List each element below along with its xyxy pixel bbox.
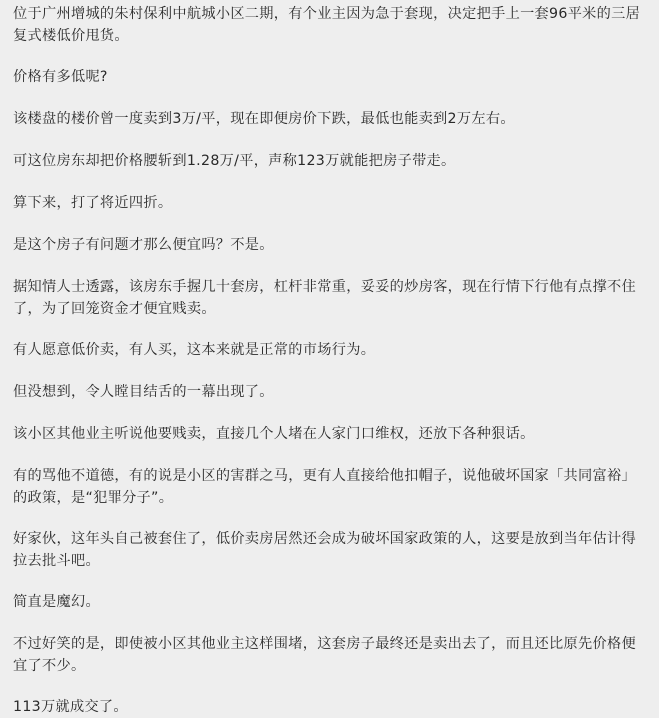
paragraph: 有的骂他不道德，有的说是小区的害群之马，更有人直接给他扣帽子，说他破坏国家「共同富裕」的政策，是“犯罪分子”。 bbox=[13, 468, 636, 506]
paragraph: 但没想到，令人瞠目结舌的一幕出现了。 bbox=[13, 384, 274, 400]
paragraph: 不过好笑的是，即使被小区其他业主这样围堵，这套房子最终还是卖出去了，而且还比原先价格便宜了不少。 bbox=[13, 636, 636, 674]
paragraph: 价格有多低呢? bbox=[13, 69, 108, 85]
paragraph: 是这个房子有问题才那么便宜吗？不是。 bbox=[13, 237, 274, 253]
paragraph: 该楼盘的楼价曾一度卖到3万/平，现在即便房价下跌，最低也能卖到2万左右。 bbox=[13, 111, 515, 127]
paragraph: 有人愿意低价卖，有人买，这本来就是正常的市场行为。 bbox=[13, 342, 376, 358]
paragraph: 简直是魔幻。 bbox=[13, 594, 100, 610]
paragraph: 位于广州增城的朱村保利中航城小区二期，有个业主因为急于套现，决定把手上一套96平米的三居复式楼低价甩货。 bbox=[13, 6, 641, 44]
paragraph: 好家伙，这年头自己被套住了，低价卖房居然还会成为破坏国家政策的人，这要是放到当年估计得拉去批斗吧。 bbox=[13, 531, 636, 569]
paragraph: 该小区其他业主听说他要贱卖，直接几个人堵在人家门口维权，还放下各种狠话。 bbox=[13, 426, 535, 442]
paragraph: 据知情人士透露，该房东手握几十套房，杠杆非常重，妥妥的炒房客，现在行情下行他有点撑不住了，为了回笼资金才便宜贱卖。 bbox=[13, 279, 636, 317]
paragraph: 113万就成交了。 bbox=[13, 699, 128, 715]
paragraph: 可这位房东却把价格腰斩到1.28万/平，声称123万就能把房子带走。 bbox=[13, 153, 456, 169]
paragraph: 算下来，打了将近四折。 bbox=[13, 195, 173, 211]
